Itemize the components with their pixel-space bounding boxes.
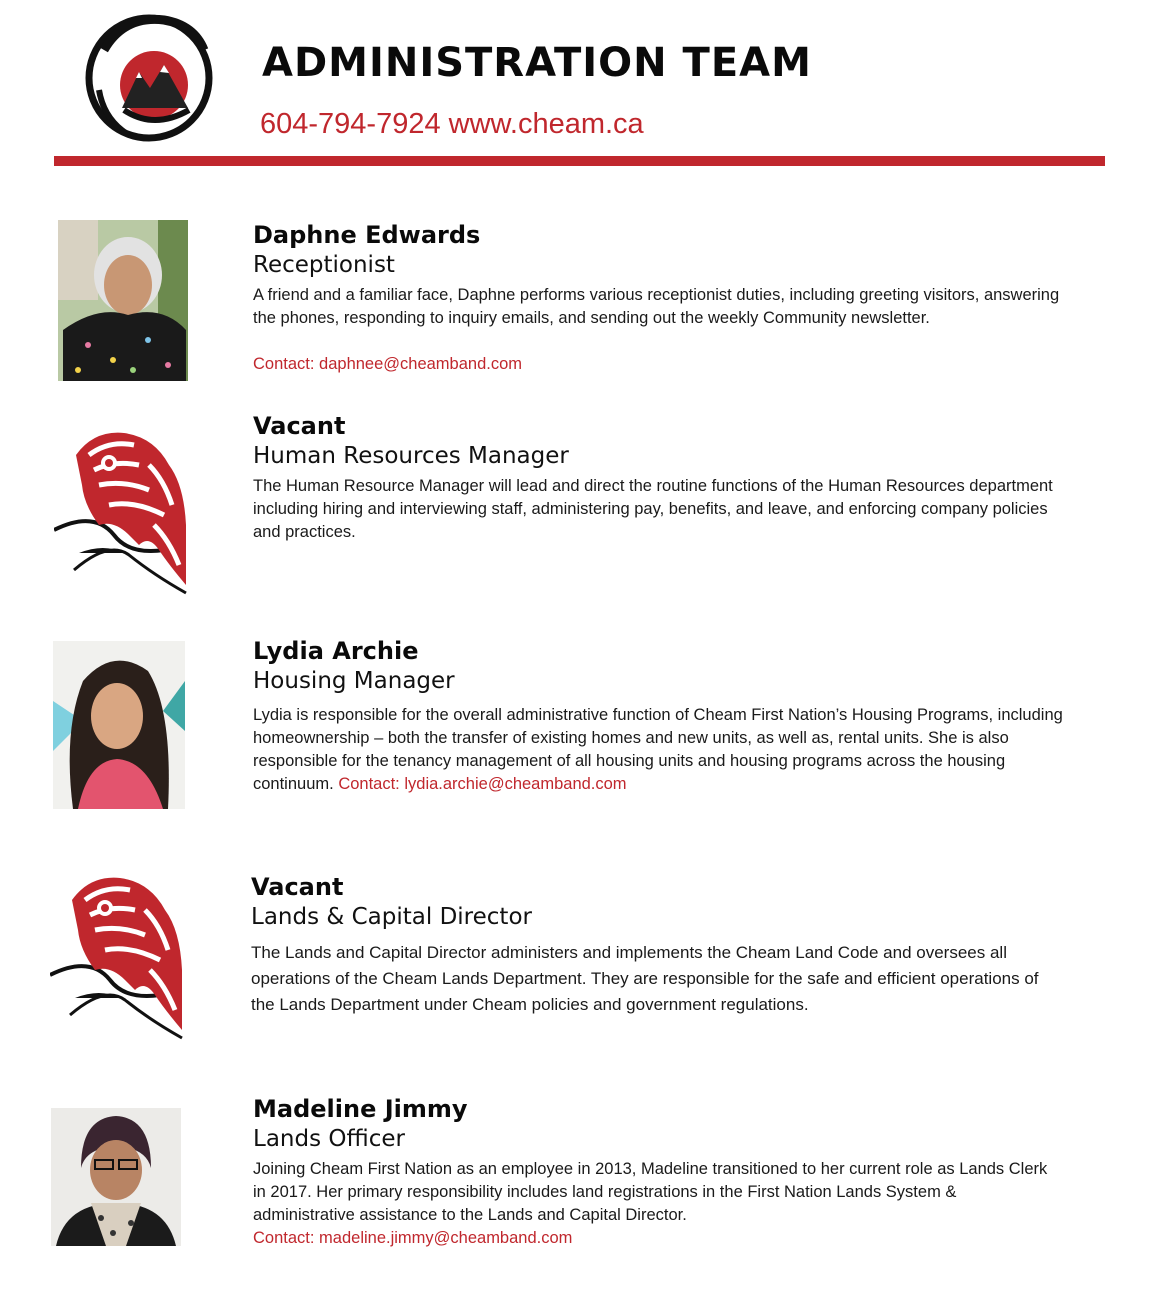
contact-label: Contact: — [253, 355, 315, 373]
staff-description: Joining Cheam First Nation as an employee in 2013, Madeline transitioned to her current role as Lands Clerk in 2017. Her primary responsibility includes land registrations in the First Nation Lands System & administrative assistance to the Lands and Capital Director. — [253, 1160, 1048, 1224]
photo-daphne-edwards — [58, 220, 188, 381]
cheam-logo — [84, 10, 214, 144]
email-link[interactable]: lydia.archie@cheamband.com — [404, 775, 627, 793]
staff-description: A friend and a familiar face, Daphne performs various receptionist duties, including greeting visitors, answering the phones, responding to inquiry emails, and sending out the weekly Community newsletter. — [253, 286, 1060, 327]
staff-name: Vacant — [253, 412, 346, 440]
staff-description: The Lands and Capital Director administers and implements the Cheam Land Code and oversees all operations of the Cheam Lands Department. They are responsible for the safe and efficient operations of the Lands Department under Cheam policies and government regulations. — [251, 943, 1039, 1014]
staff-name: Vacant — [251, 873, 344, 901]
photo-lydia-archie — [53, 641, 185, 809]
staff-role: Lands Officer — [253, 1126, 405, 1152]
staff-entry-lydia-archie — [253, 636, 1073, 796]
header-contact — [260, 108, 644, 141]
staff-role: Lands & Capital Director — [251, 904, 532, 930]
description-text: Lydia is responsible for the overall administrative function of Cheam First Nation’s Housing Programs, including homeownership – both the transfer of existing homes and new units, as well as, rental units. She is also responsible for the tenancy management of all housing units and housing programs across the housing continuum. — [253, 706, 1063, 793]
staff-description: The Human Resource Manager will lead and direct the routine functions of the Human Resources department including hiring and interviewing staff, administering pay, benefits, and leave, and enforcing company policies and practices. — [253, 477, 1053, 541]
email-link[interactable]: madeline.jimmy@cheamband.com — [319, 1229, 573, 1247]
website-link[interactable]: www.cheam.ca — [448, 108, 644, 140]
staff-entry-hr-manager — [253, 411, 1073, 544]
staff-description — [253, 704, 1068, 796]
staff-role: Housing Manager — [253, 668, 455, 694]
staff-name: Lydia Archie — [253, 637, 419, 665]
staff-name: Daphne Edwards — [253, 221, 481, 249]
cheam-bear-art-icon — [50, 870, 186, 1040]
staff-contact — [253, 353, 1073, 376]
staff-name: Madeline Jimmy — [253, 1095, 468, 1123]
staff-role: Receptionist — [253, 252, 395, 278]
page-title: ADMINISTRATION TEAM — [262, 40, 812, 86]
staff-role: Human Resources Manager — [253, 443, 569, 469]
header-divider — [54, 156, 1105, 166]
phone-number[interactable]: 604-794-7924 — [260, 108, 441, 140]
staff-entry-daphne-edwards — [253, 220, 1073, 376]
staff-entry-madeline-jimmy — [253, 1094, 1073, 1250]
photo-madeline-jimmy — [51, 1108, 181, 1246]
staff-contact — [253, 1227, 1073, 1250]
cheam-bear-art-icon — [54, 425, 190, 595]
contact-label: Contact: — [338, 775, 400, 793]
contact-label: Contact: — [253, 1229, 315, 1247]
staff-entry-lands-capital-director — [251, 872, 1071, 1018]
email-link[interactable]: daphnee@cheamband.com — [319, 355, 523, 373]
